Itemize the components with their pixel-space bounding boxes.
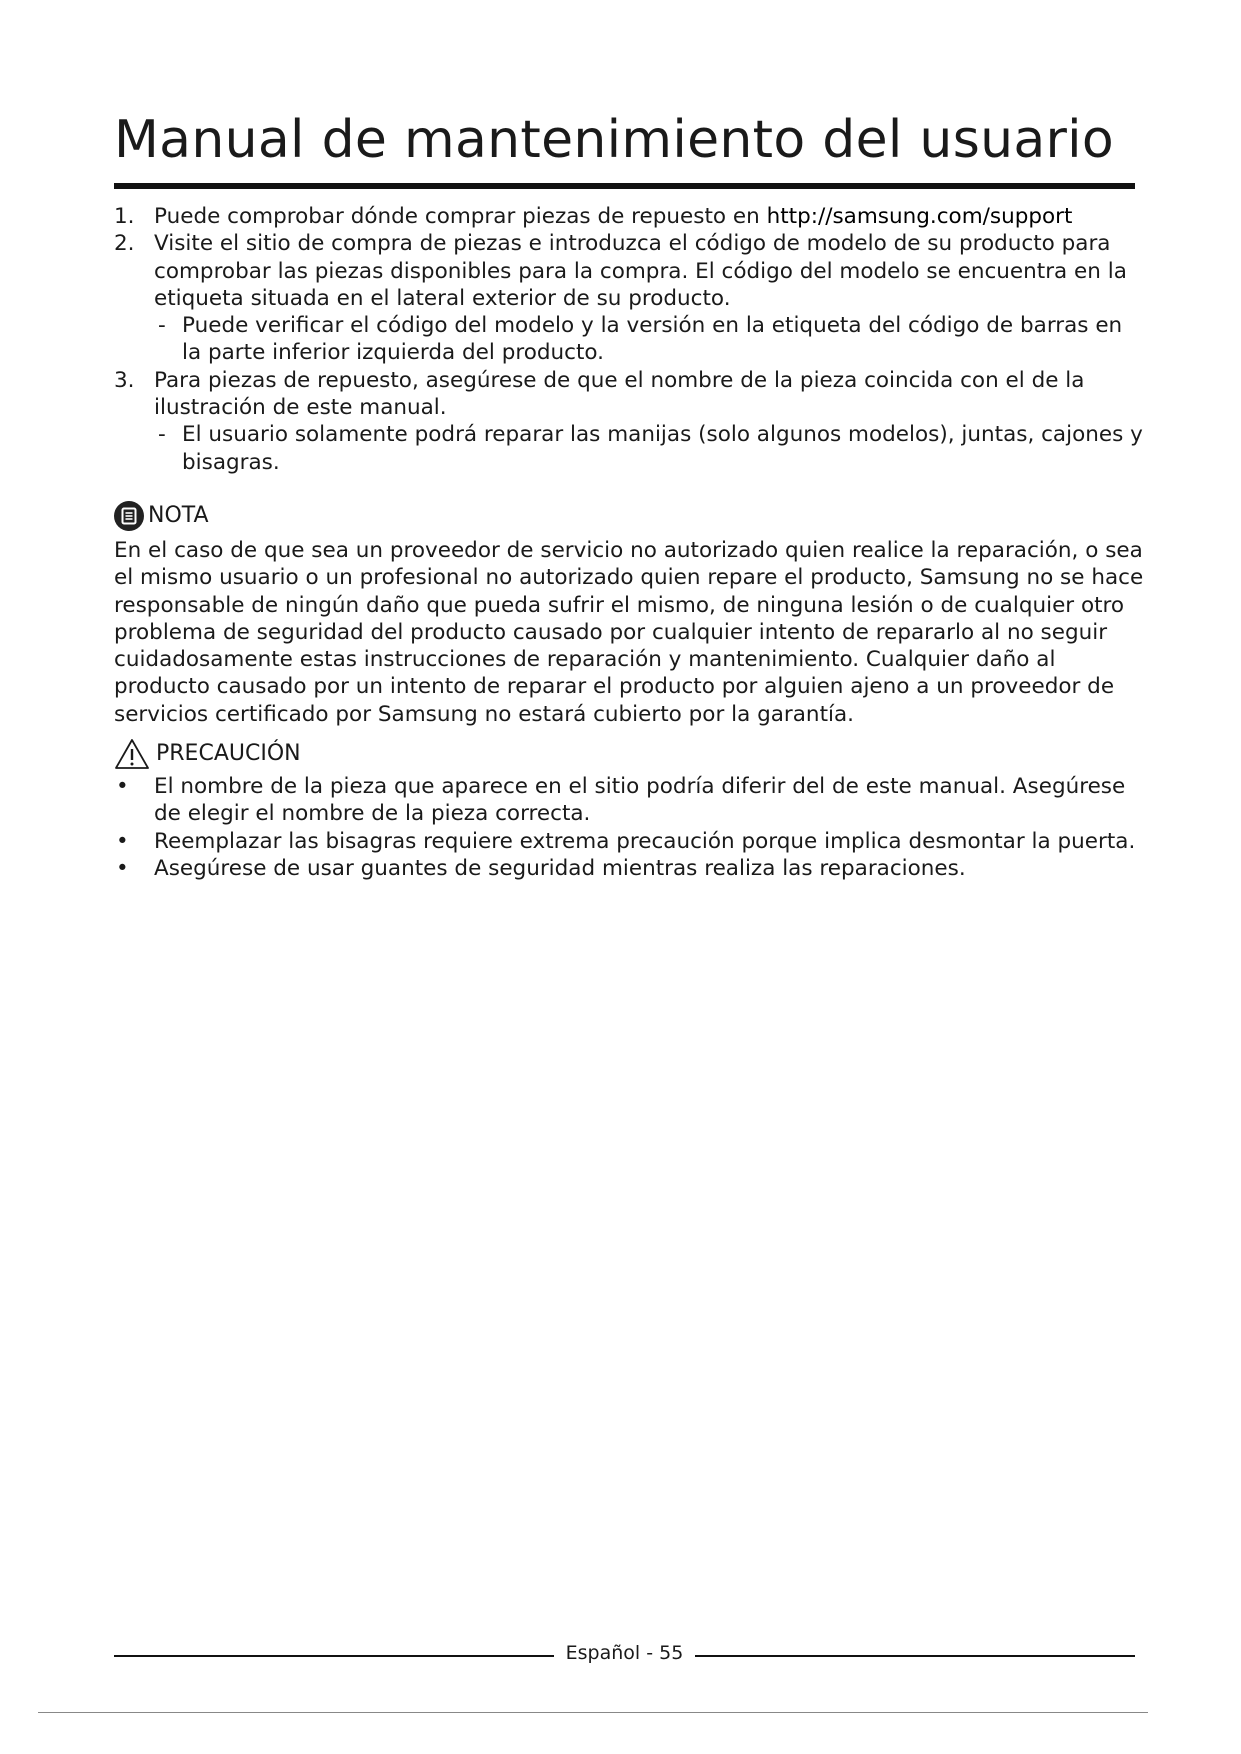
step-text: Visite el sitio de compra de piezas e introduzca el código de modelo de su producto para comprobar las piezas disponibles para la compra. El código del modelo se encuentra en la etiqueta situada en el lateral exterior de su producto. bbox=[154, 231, 1127, 311]
caution-item-text: El nombre de la pieza que aparece en el sitio podría diferir del de este manual. Asegúrese de elegir el nombre de la pieza correcta. bbox=[154, 774, 1126, 827]
step-number: 2. bbox=[114, 231, 135, 257]
caution-title: PRECAUCIÓN bbox=[156, 741, 301, 767]
bullet-marker: • bbox=[116, 774, 129, 800]
step-subnote bbox=[154, 312, 1144, 367]
step-2 bbox=[114, 230, 1144, 366]
page-title: Manual de mantenimiento del usuario bbox=[114, 110, 1115, 170]
step-number: 3. bbox=[114, 367, 135, 393]
bullet-marker: • bbox=[116, 855, 129, 881]
step-text: Para piezas de repuesto, asegúrese de que el nombre de la pieza coincida con el de la ilustración de este manual. bbox=[154, 367, 1085, 421]
dash-marker: - bbox=[158, 313, 166, 339]
page-number: Español - 55 bbox=[565, 1642, 684, 1664]
footer-rule-right bbox=[695, 1655, 1135, 1657]
support-link[interactable]: http://samsung.com/support bbox=[766, 204, 1073, 229]
caution-item bbox=[114, 773, 1144, 828]
caution-item bbox=[114, 855, 1144, 882]
subnote-text: Puede verificar el código del modelo y la versión en la etiqueta del código de barras en la parte inferior izquierda del producto. bbox=[182, 313, 1123, 366]
footer-rule-left bbox=[114, 1655, 554, 1657]
caution-heading bbox=[114, 738, 1144, 770]
caution-item bbox=[114, 828, 1144, 855]
title-underline bbox=[114, 183, 1135, 189]
note-body: En el caso de que sea un proveedor de servicio no autorizado quien realice la reparación, o sea el mismo usuario o un profesional no autorizado quien repare el producto, Samsung no se hace responsable de ningún daño que pueda sufrir el mismo, de ninguna lesión o de cualquier otro problema de seguridad del producto causado por cualquier intento de repararlo al no seguir cuidadosamente estas instrucciones de reparación y mantenimiento. Cualquier daño al producto causado por un intento de reparar el producto por alguien ajeno a un proveedor de servicios certificado por Samsung no estará cubierto por la garantía. bbox=[114, 537, 1144, 727]
content bbox=[114, 203, 1144, 882]
bottom-rule bbox=[38, 1712, 1148, 1713]
step-1 bbox=[114, 203, 1144, 230]
document-note-icon bbox=[114, 501, 144, 531]
page-footer bbox=[114, 1640, 1135, 1670]
step-number: 1. bbox=[114, 204, 135, 229]
caution-item-text: Reemplazar las bisagras requiere extrema precaución porque implica desmontar la puerta. bbox=[154, 828, 1136, 854]
note-heading bbox=[114, 500, 1144, 532]
caution-item-text: Asegúrese de usar guantes de seguridad mientras realiza las reparaciones. bbox=[154, 855, 966, 881]
step-3 bbox=[114, 367, 1144, 476]
subnote-text: El usuario solamente podrá reparar las manijas (solo algunos modelos), juntas, cajones y bisagras. bbox=[182, 422, 1143, 475]
warning-triangle-icon bbox=[114, 738, 150, 770]
steps-list bbox=[114, 203, 1144, 476]
bullet-marker: • bbox=[116, 828, 129, 854]
dash-marker: - bbox=[158, 422, 166, 448]
caution-list bbox=[114, 773, 1144, 882]
note-title: NOTA bbox=[148, 503, 209, 529]
step-subnote bbox=[154, 421, 1144, 476]
step-text: Puede comprobar dónde comprar piezas de repuesto en bbox=[154, 204, 767, 229]
